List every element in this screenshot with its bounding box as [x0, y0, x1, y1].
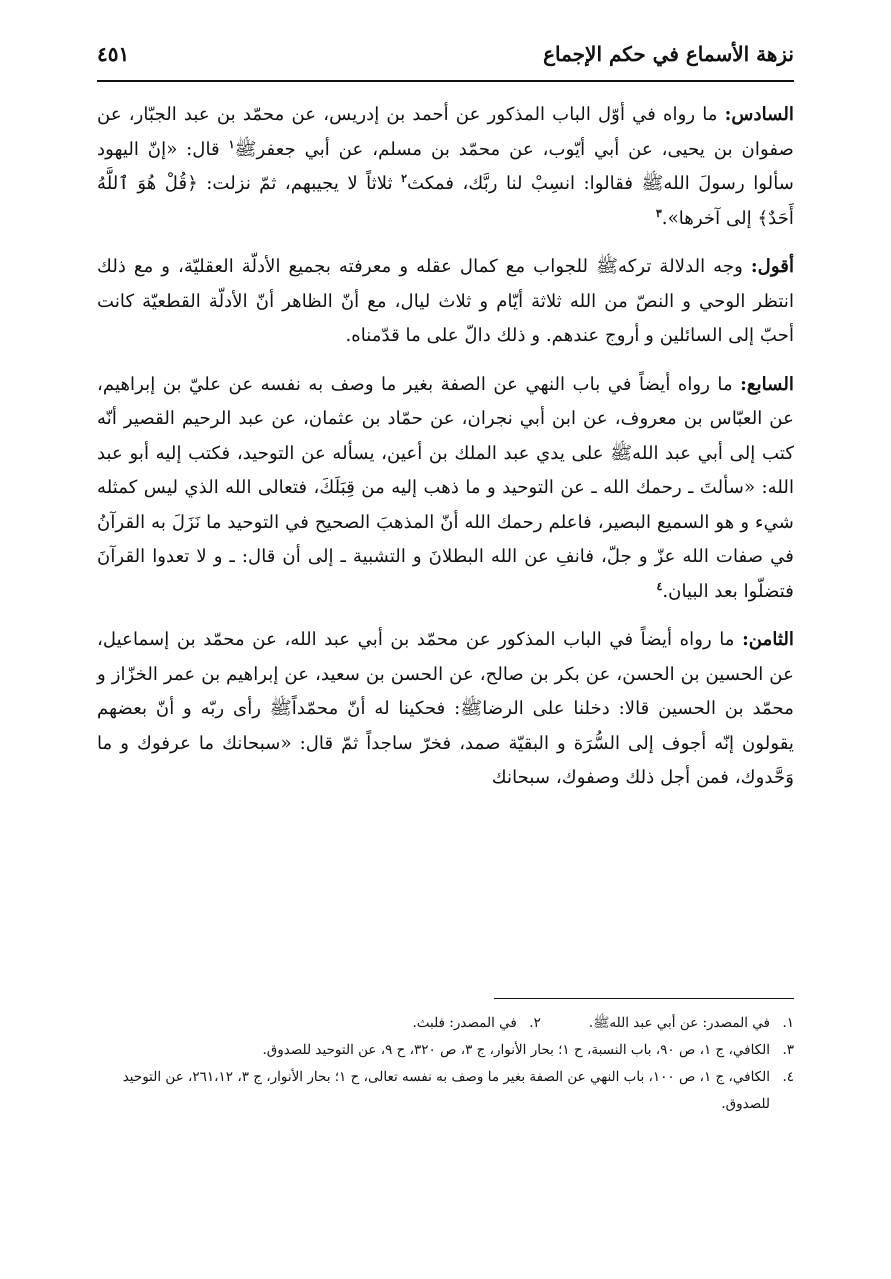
paragraph-text: قال: «إنّ اليهود سألوا رسولَ اللهﷺ فقالوا: انسِبْ لنا ربَّك، فمكث: [97, 138, 794, 194]
footnote-ref: ٢: [401, 171, 407, 185]
paragraph-text: ما رواه أيضاً في الباب المذكور عن محمّد بن أبي عبد الله، عن محمّد بن إسماعيل، عن الحسين بن الحسن، عن بكر بن صالح، عن الحسن بن سعيد، عن إبراهيم بن عمر الخزّاز و محمّد بن الحسين قالا: دخلنا على الرضاﷺ: فحكينا له أنّ محمّداًﷺ رأى ربّه و أنّ بعضهم يقولون إنّه أجوف إلى السُّرَة و البقيّة صمد، فخرّ ساجداً ثمّ قال: «سبحانك ما عرفوك و ما وَحَّدوك، فمن أجل ذلك وصفوك، سبحانك: [97, 629, 794, 788]
footnote-ref: ٣: [655, 206, 662, 220]
paragraph-lead: أقول:: [750, 256, 794, 277]
running-title: نزهة الأسماع في حكم الإجماع: [543, 42, 794, 66]
footnote-number: ٣.: [782, 1042, 794, 1058]
paragraph-lead: السابع:: [740, 373, 794, 395]
page-number: ٤٥١: [97, 42, 130, 66]
paragraph-sixth: [97, 98, 794, 236]
footnote-text: الكافي، ج ١، ص ١٠٠، باب النهي عن الصفة بغير ما وصف به نفسه تعالى، ح ١؛ بحار الأنوار، ج ٣، ٢٦١،١٢، عن التوحيد للصدوق.: [122, 1069, 770, 1112]
footnote-number: ١.: [782, 1015, 794, 1031]
footnote-number: ٤.: [782, 1069, 794, 1085]
paragraph-commentary: [97, 250, 794, 354]
paragraph-lead: الثامن:: [742, 629, 794, 650]
main-text: [97, 98, 794, 810]
footnote-row: [97, 1010, 794, 1037]
footnote-2: [412, 1010, 540, 1037]
footnote-number: ٢.: [529, 1015, 541, 1031]
paragraph-seventh: [97, 368, 794, 610]
footnote-text: في المصدر: فلبث.: [412, 1015, 517, 1031]
footnote-ref: ١: [228, 137, 235, 151]
paragraph-text: ما رواه في أوّل الباب المذكور عن أحمد بن إدريس، عن محمّد بن عبد الجبّار، عن صفوان بن يحيى، عن أبي أيّوب، عن محمّد بن مسلم، عن أبي جعفرﷺ: [97, 104, 794, 160]
footnote-text: الكافي، ج ١، ص ٩٠، باب النسبة، ح ١؛ بحار الأنوار، ج ٣، ص ٣٢٠، ح ٩، عن التوحيد للصدوق.: [262, 1042, 770, 1058]
paragraph-eighth: [97, 623, 794, 796]
footnote-text: في المصدر: عن أبي عبد اللهﷺ.: [588, 1015, 770, 1031]
header-divider: [97, 80, 794, 82]
paragraph-text: ثلاثاً لا يجيبهم، ثمّ نزلت: ﴿قُلْ هُوَ ٱللَّهُ أَحَدٌ﴾ إلى آخرها».: [97, 173, 794, 229]
footnotes: [97, 1010, 794, 1118]
footnote-1: [589, 1010, 794, 1037]
paragraph-text: ما رواه أيضاً في باب النهي عن الصفة بغير ما وصف به نفسه عن عليّ بن إبراهيم، عن العبّاس بن معروف، عن ابن أبي نجران، عن حمّاد بن عثمان، عن عبد الرحيم القصير أنّه كتب إلى أبي عبد اللهﷺ على يدي عبد الملك بن أعين، يسأله عن التوحيد، فكتب إليه أبو عبد الله: «سألتَ ـ رحمك الله ـ عن التوحيد و ما ذهب إليه من قِبَلَكَ، فتعالى الله الذي ليس كمثله شيء و هو السميع البصير، فاعلم رحمك الله أنّ المذهبَ الصحيح في التوحيد ما نَزَلَ به القرآنُ في صفات الله عزّ و جلّ، فانفِ عن الله البطلانَ و التشبية ـ إلى أن قال: ـ و لا تعدوا القرآنَ فتضلّوا بعد البيان.: [97, 373, 794, 602]
footnote-3: [97, 1037, 794, 1064]
footnote-4: [97, 1064, 794, 1118]
paragraph-text: وجه الدلالة تركهﷺ للجواب مع كمال عقله و معرفته بجميع الأدلّة العقليّة، و مع ذلك انتظر الوحي و النصّ من الله ثلاثة أيّام و ثلاث ليال، مع أنّ الظاهر أنّ الأدلّة القطعيّة كانت أحبّ إلى السائلين و أروج عندهم. و ذلك دالّ على ما قدّمناه.: [97, 256, 794, 346]
running-header: [97, 36, 794, 72]
paragraph-lead: السادس:: [724, 104, 794, 125]
footnote-divider: [494, 998, 794, 999]
footnote-ref: ٤: [656, 579, 663, 593]
